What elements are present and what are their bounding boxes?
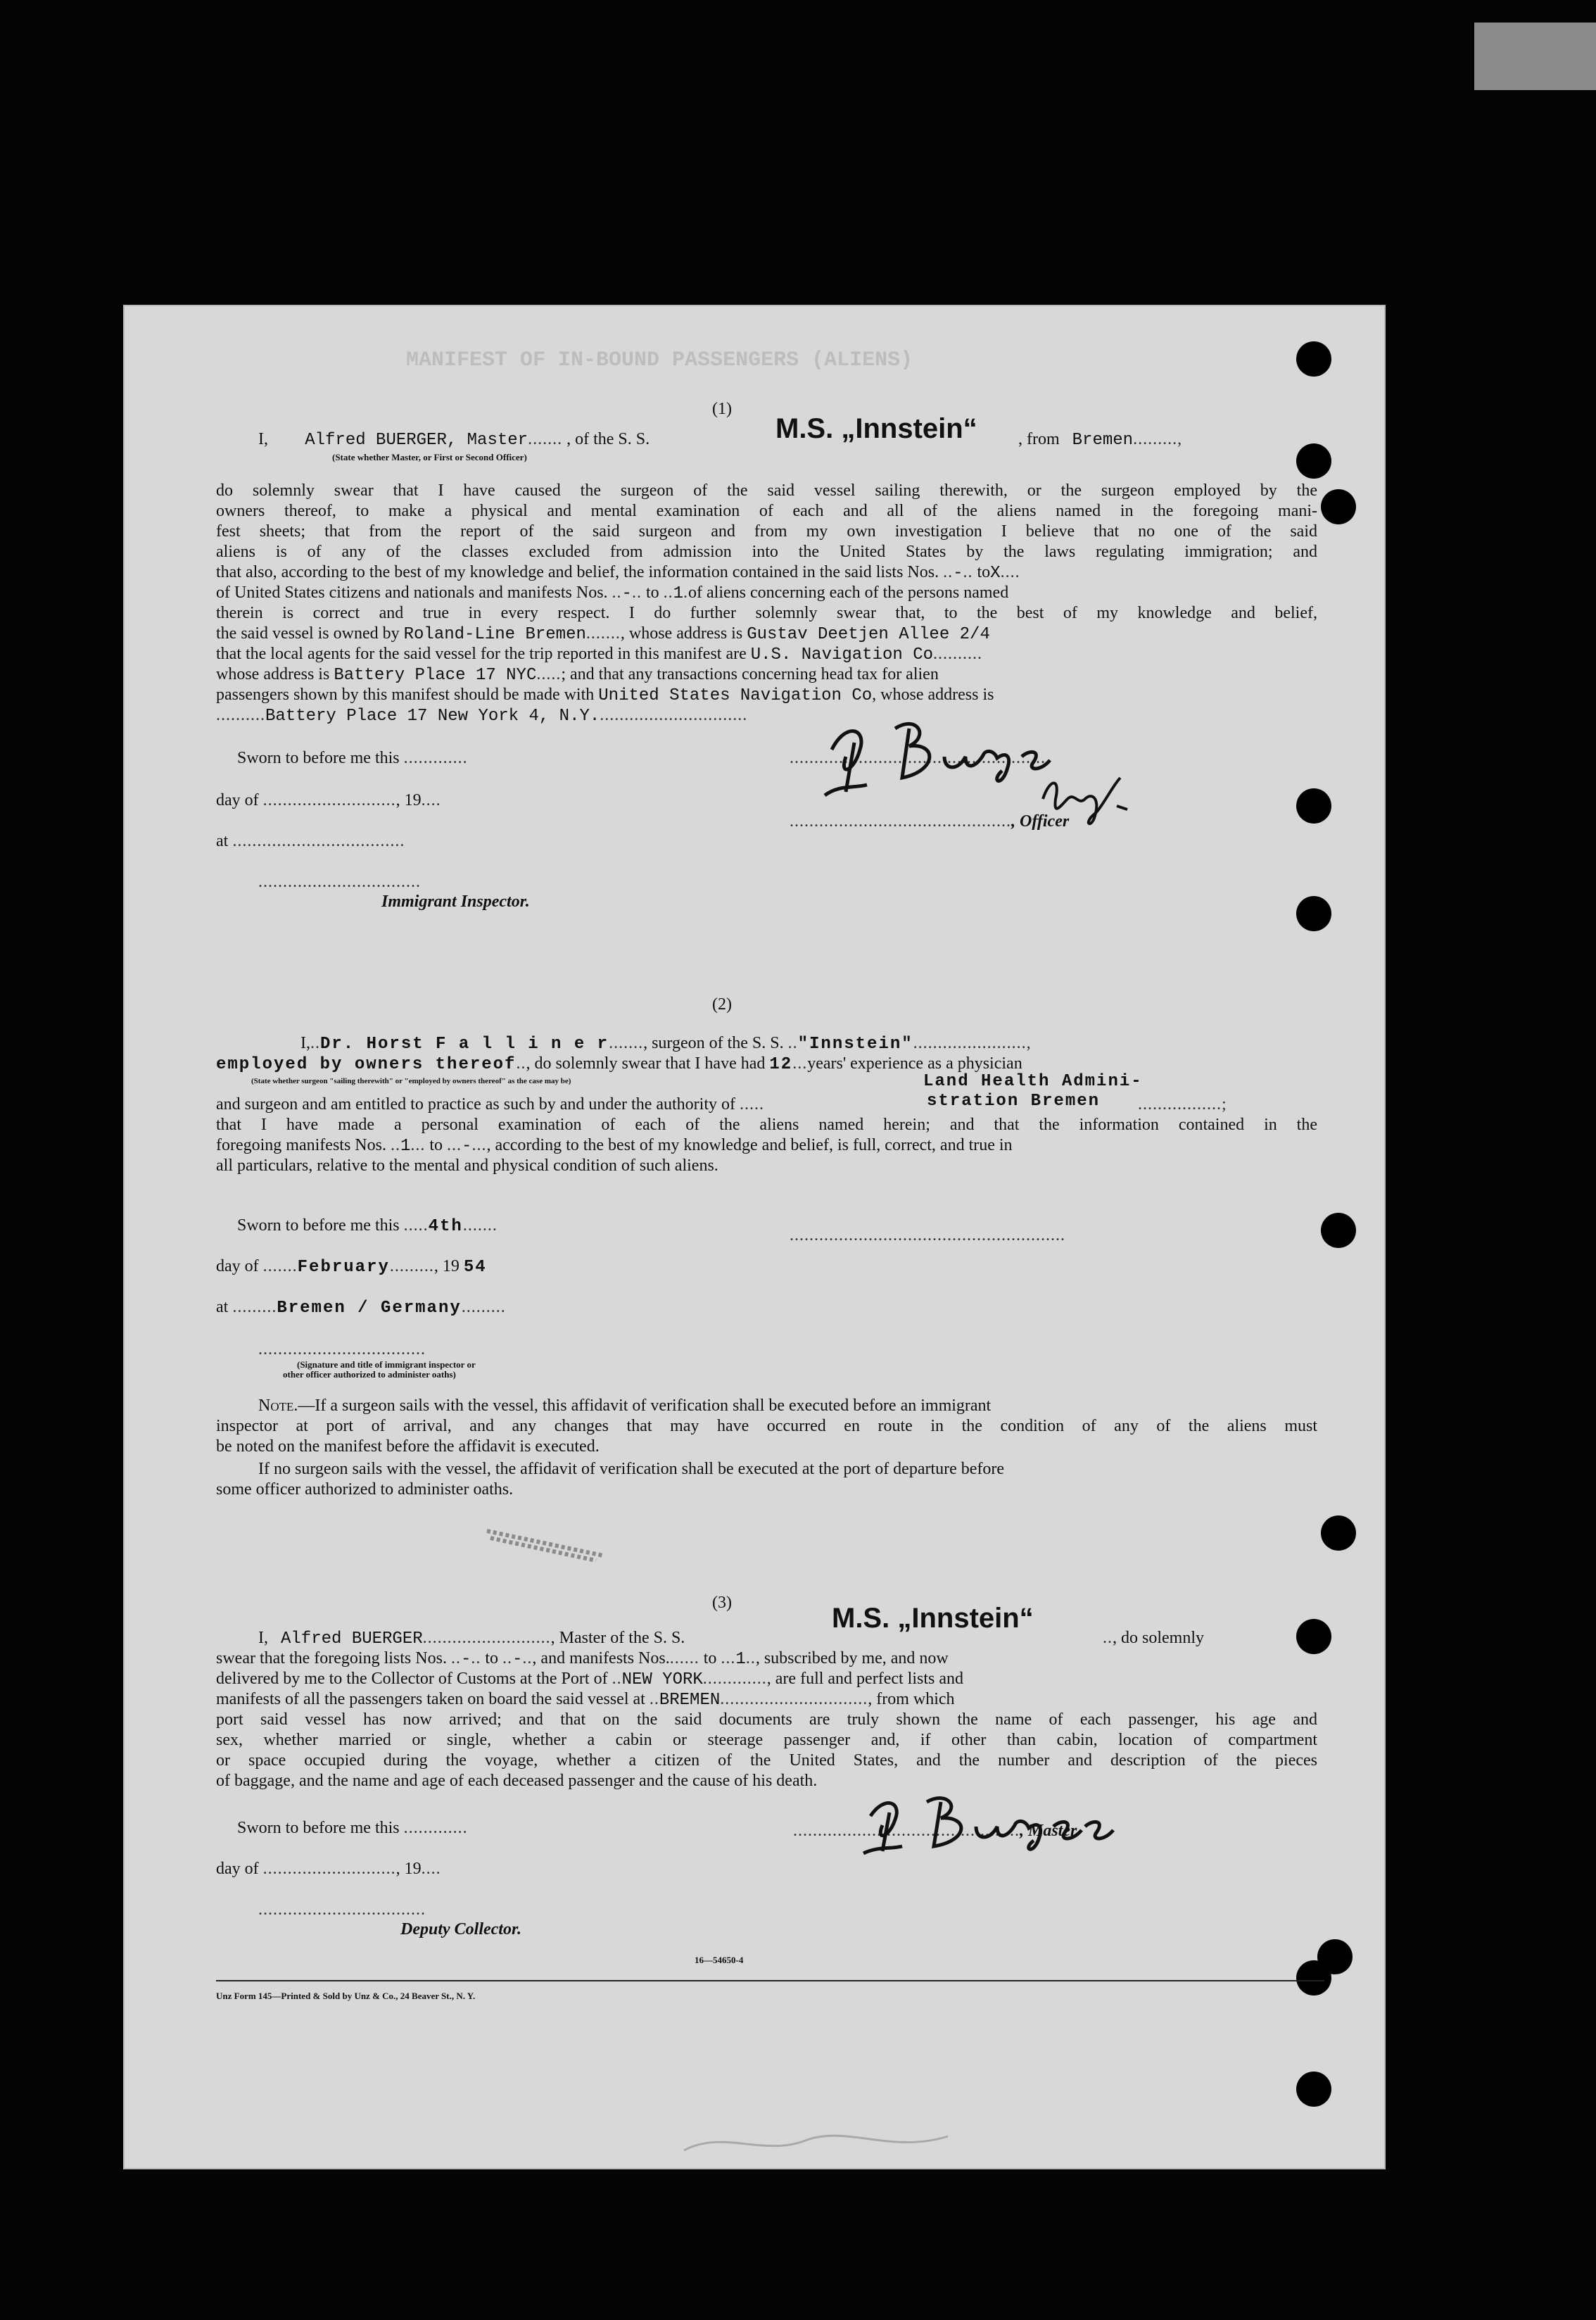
sworn-month: February bbox=[297, 1258, 390, 1277]
s2-officer-line: ........................................................ bbox=[790, 1226, 1065, 1244]
punch-hole bbox=[1296, 443, 1331, 479]
s3-line-6: sex, whether married or single, whether a cabin or steerage passenger and, if other than cabin, location of compartment bbox=[216, 1731, 1317, 1749]
master-name: Alfred BUERGER, Master bbox=[305, 431, 528, 450]
s1-line-8: the said vessel is owned by Roland-Line Bremen......., whose address is Gustav Deetjen Allee 2/4 bbox=[216, 624, 990, 644]
s2-at: at .........Bremen / Germany......... bbox=[216, 1298, 506, 1318]
s1-line-9: that the local agents for the said vessel for the trip reported in this manifest are U.S. Navigation Co.......... bbox=[216, 645, 982, 664]
stamp-bleed bbox=[483, 1517, 617, 1566]
s2-state-note: (State whether surgeon "sailing therewith" or "employed by owners thereof" as the case may be) bbox=[251, 1077, 571, 1085]
s1-state-note: (State whether Master, or First or Second Officer) bbox=[332, 452, 527, 462]
punch-hole bbox=[1321, 1213, 1356, 1248]
s3-master-name: Alfred BUERGER bbox=[281, 1629, 423, 1648]
s1-master-line: I, Alfred BUERGER, Master....... , of the S. S. bbox=[258, 430, 650, 450]
corner-tab bbox=[1474, 23, 1596, 90]
section-1-number: (1) bbox=[712, 400, 732, 418]
years-experience: 12 bbox=[769, 1055, 793, 1074]
s1-at: at ................................... bbox=[216, 832, 405, 850]
punch-hole bbox=[1296, 1619, 1331, 1654]
section-2-number: (2) bbox=[712, 995, 732, 1014]
owner: Roland-Line Bremen bbox=[403, 625, 586, 644]
s1-line-6: of United States citizens and nationals and manifests Nos. ..-.. to ..1.of aliens concerning each of the persons named bbox=[216, 584, 1009, 603]
s1-officer-line: ............................................., Officer bbox=[790, 812, 1070, 831]
punch-hole bbox=[1296, 1960, 1331, 1996]
s2-sig-note-2: other officer authorized to administer oaths) bbox=[283, 1369, 456, 1380]
s3-line-7: or space occupied during the voyage, whether a citizen of the United States, and the number and description of the pieces bbox=[216, 1751, 1317, 1770]
owner-address: Gustav Deetjen Allee 2/4 bbox=[747, 625, 990, 644]
s1-line-12: ..........Battery Place 17 New York 4, N.Y............................... bbox=[216, 706, 748, 726]
agent-address: Battery Place 17 NYC bbox=[334, 666, 537, 685]
sworn-day: 4th bbox=[428, 1217, 463, 1236]
s3-sworn: Sworn to before me this ............. bbox=[237, 1819, 468, 1837]
s2-day-of: day of .......February........., 19 54 bbox=[216, 1257, 487, 1277]
s2-line-5: foregoing manifests Nos. ..1... to ...-..., according to the best of my knowledge and belief, is full, correct, and true in bbox=[216, 1136, 1013, 1156]
s3-line-8: of baggage, and the name and age of each deceased passenger and the cause of his death. bbox=[216, 1772, 818, 1790]
s2-sig-note-1: (Signature and title of immigrant inspector or bbox=[297, 1359, 476, 1370]
s1-line-11: passengers shown by this manifest should be made with United States Navigation Co, whose address is bbox=[216, 686, 994, 705]
boarding-port: BREMEN bbox=[659, 1691, 721, 1710]
s1-day-of: day of ..........................., 19.... bbox=[216, 791, 441, 809]
s2-line-4: that I have made a personal examination of each of the aliens named herein; and that the information contained in the bbox=[216, 1116, 1317, 1134]
authority-2: stration Bremen bbox=[927, 1092, 1101, 1111]
s2-surgeon-line: I,..Dr. Horst F a l l i n e r......., surgeon of the S. S. .."Innstein"......................., bbox=[300, 1034, 1032, 1054]
s2-note-4: If no surgeon sails with the vessel, the affidavit of verification shall be executed at the port of departure before bbox=[258, 1460, 1005, 1478]
manifest-page bbox=[123, 305, 1386, 2169]
punch-hole bbox=[1296, 896, 1331, 931]
printer-footer: Unz Form 145—Printed & Sold by Unz & Co., 24 Beaver St., N. Y. bbox=[216, 1991, 476, 2001]
headtax-address: Battery Place 17 New York 4, N.Y. bbox=[265, 707, 600, 726]
s3-solemnly: .., do solemnly bbox=[1103, 1629, 1204, 1647]
s2-employment-line: employed by owners thereof.., do solemnly swear that I have had 12...years' experience as a physician bbox=[216, 1054, 1022, 1074]
punch-hole bbox=[1321, 489, 1356, 524]
s1-line-5: that also, according to the best of my knowledge and belief, the information contained in the said lists Nos. ..-.. toX.... bbox=[216, 563, 1020, 583]
s1-from: , from Bremen........., bbox=[1018, 430, 1183, 450]
s3-line-3: delivered by me to the Collector of Customs at the Port of ..NEW YORK............., are full and perfect lists and bbox=[216, 1670, 964, 1689]
surgeon-ship: "Innstein" bbox=[797, 1035, 913, 1054]
master-signature-1 bbox=[818, 700, 1184, 841]
sworn-year: 54 bbox=[463, 1258, 487, 1277]
s1-inspector-line: ................................. bbox=[258, 873, 421, 891]
s2-note-3: be noted on the manifest before the affidavit is executed. bbox=[216, 1437, 600, 1456]
s1-line-2: owners thereof, to make a physical and mental examination of each and all of the aliens named in the foregoing mani- bbox=[216, 502, 1317, 520]
s2-note-5: some officer authorized to administer oaths. bbox=[216, 1480, 514, 1499]
s3-day-of: day of ..........................., 19.... bbox=[216, 1860, 441, 1878]
s3-line-2: swear that the foregoing lists Nos. ..-.. to ..-.., and manifests Nos....... to ...1.., subscribed by me, and now bbox=[216, 1649, 949, 1669]
section-3-number: (3) bbox=[712, 1594, 732, 1612]
surgeon-name: Dr. Horst F a l l i n e r bbox=[320, 1035, 609, 1054]
headtax-agent: United States Navigation Co bbox=[598, 686, 873, 705]
departure-port: Bremen bbox=[1072, 431, 1134, 450]
s3-line-4: manifests of all the passengers taken on board the said vessel at ..BREMEN.............................., from which bbox=[216, 1690, 955, 1710]
local-agent: U.S. Navigation Co bbox=[750, 645, 933, 664]
authority-1: Land Health Admini- bbox=[923, 1072, 1143, 1091]
s1-sworn: Sworn to before me this ............. bbox=[237, 749, 468, 767]
s2-sig-line: .................................. bbox=[258, 1340, 426, 1358]
s2-note-1: Note.—If a surgeon sails with the vessel, this affidavit of verification shall be executed before an immigrant bbox=[258, 1397, 992, 1415]
s2-note-2: inspector at port of arrival, and any changes that may have occurred en route in the condition of any of the aliens must bbox=[216, 1417, 1317, 1435]
s1-line-3: fest sheets; that from the report of the said surgeon and from my own investigation I believe that no one of the said bbox=[216, 522, 1317, 541]
employment-status: employed by owners thereof bbox=[216, 1055, 517, 1074]
s1-signature-line-1: .................................................... bbox=[790, 749, 1046, 767]
immigrant-inspector-label: Immigrant Inspector. bbox=[381, 893, 530, 911]
ship-name: M.S. „Innstein“ bbox=[775, 413, 977, 444]
form-code: 16—54650-4 bbox=[695, 1955, 744, 1965]
footer-rule bbox=[216, 1980, 1324, 1981]
s3-collector-line: .................................. bbox=[258, 1900, 426, 1919]
master-signature-2 bbox=[860, 1784, 1127, 1862]
s2-sworn: Sworn to before me this .....4th....... bbox=[237, 1216, 498, 1236]
s3-line-5: port said vessel has now arrived; and that on the said documents are truly shown the name of each passenger, his age and bbox=[216, 1710, 1317, 1729]
s2-line-6: all particulars, relative to the mental and physical condition of such aliens. bbox=[216, 1156, 718, 1175]
punch-hole bbox=[1296, 788, 1331, 824]
punch-hole bbox=[1296, 341, 1331, 377]
s3-ship-name: M.S. „Innstein“ bbox=[832, 1603, 1034, 1634]
punch-hole bbox=[1321, 1515, 1356, 1551]
s1-line-4: aliens is of any of the classes excluded from admission into the United States by the laws regulating immigration; and bbox=[216, 543, 1317, 561]
s2-authority-line: and surgeon and am entitled to practice as such by and under the authority of ..... bbox=[216, 1095, 764, 1114]
arrival-port: NEW YORK bbox=[621, 1670, 703, 1689]
punch-hole bbox=[1296, 2072, 1331, 2107]
s3-master-line: I, Alfred BUERGER.........................., Master of the S. S. bbox=[258, 1629, 685, 1648]
s1-line-7: therein is correct and true in every respect. I do further solemnly swear that, to the best of my knowledge and belief, bbox=[216, 604, 1317, 622]
s1-line-1: do solemnly swear that I have caused the surgeon of the said vessel sailing therewith, or the surgeon employed by the bbox=[216, 481, 1317, 500]
deputy-collector-label: Deputy Collector. bbox=[400, 1920, 521, 1938]
bleed-through-header: MANIFEST OF IN-BOUND PASSENGERS (ALIENS) bbox=[406, 348, 913, 372]
s2-authority-end: .................; bbox=[1138, 1095, 1227, 1114]
s3-master-sig-line: .............................................., Master bbox=[793, 1822, 1077, 1840]
bottom-bleed bbox=[680, 2122, 976, 2164]
s1-line-10: whose address is Battery Place 17 NYC.....; and that any transactions concerning head tax for alien bbox=[216, 665, 939, 685]
sworn-place: Bremen / Germany bbox=[277, 1299, 462, 1318]
